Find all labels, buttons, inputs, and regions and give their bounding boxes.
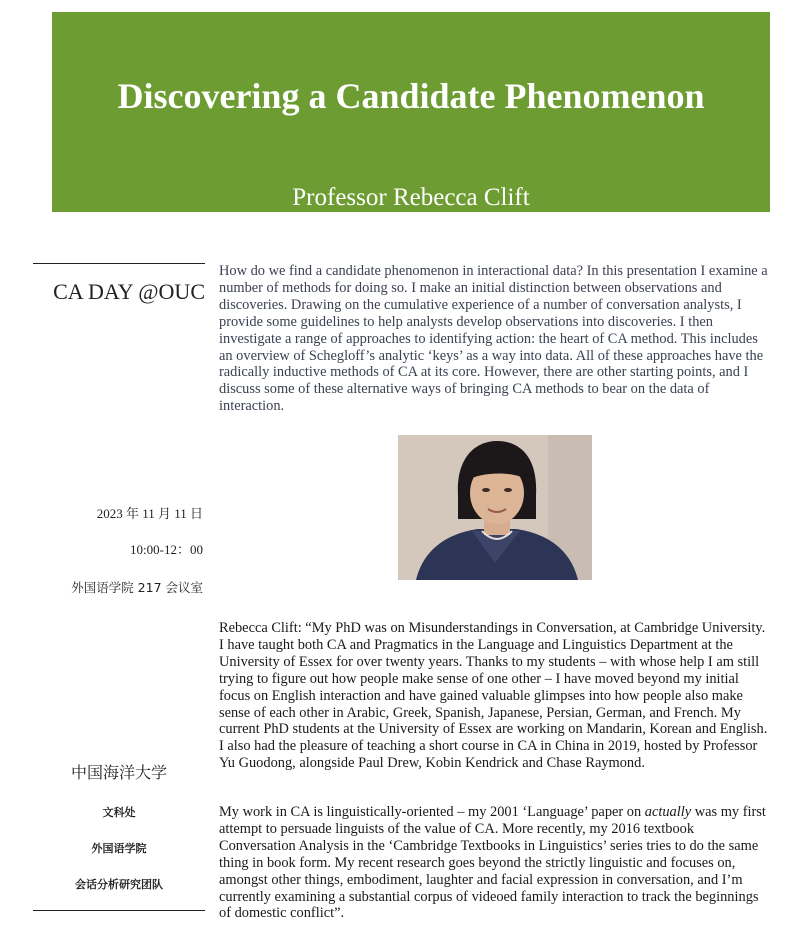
organizer-3: 会话分析研究团队 bbox=[75, 878, 163, 891]
bio-paragraph-1: Rebecca Clift: “My PhD was on Misunderstandings in Conversation, at Cambridge University. I have taught both CA and Pragmatics in the Language and Linguistics Department at the University of Essex for over twenty years. Thanks to my students – with whose help I am still trying to figure out how people make sense of one other – I have moved beyond my initial focus on English interaction and have gained valuable glimpses into how people also make sense of each other in Arabic, Greek, Spanish, Japanese, Persian, German, and French. My current PhD students at the University of Essex are working on Mandarin, Korean and English. I also had the pleasure of teaching a short course in CA in China in 2019, hosted by Professor Yu Guodong, alongside Paul Drew, Kobin Kendrick and Chase Raymond. bbox=[219, 620, 768, 772]
speaker-name: Professor Rebecca Clift bbox=[292, 184, 530, 211]
event-date: 2023 年 11 月 11 日 bbox=[96, 506, 203, 521]
organizer-2: 外国语学院 bbox=[91, 842, 147, 855]
sidebar-bottom-divider bbox=[33, 910, 205, 911]
event-venue: 外国语学院 217 会议室 bbox=[71, 580, 203, 595]
event-name: CA DAY @OUC bbox=[53, 279, 205, 304]
abstract-paragraph: How do we find a candidate phenomenon in interactional data? In this presentation I examine a number of methods for doing so. I make an initial distinction between observations and discoveries. Drawing on the cumulative experience of a number of conversation analysts, I provide some guidelines to help analysts develop observations into discoveries. I then investigate a range of approaches to identifying action: the heart of CA method. This includes an overview of Schegloff’s analytic ‘keys’ as a way into data. All of these approaches have the radically inductive methods of CA at its core. However, there are other starting points, and I discuss some of these alternative ways of bringing CA methods to bear on the data of interaction. bbox=[219, 263, 768, 415]
speaker-photo bbox=[398, 435, 592, 580]
bio-2-text-end: was my first attempt to persuade linguists of the value of CA. More recently, my 2016 textbook Conversation Analysis in the ‘Cambridge Textbooks in Linguistics’ series tries to do the same thing in book form. My recent research goes beyond the strictly linguistic and focuses on, amongst other things, embodiment, laughter and facial expression in conversation, and I’m currently examining a substantial corpus of videoed family interaction to track the beginnings of domestic conflict”. bbox=[219, 804, 766, 922]
page-title: Discovering a Candidate Phenomenon bbox=[117, 76, 705, 116]
title-banner bbox=[52, 12, 770, 212]
bio-2-text-start: My work in CA is linguistically-oriented – my 2001 ‘Language’ paper on bbox=[219, 804, 645, 820]
sidebar-top-divider bbox=[33, 263, 205, 264]
organizer-1: 文科处 bbox=[102, 806, 136, 819]
university-name: 中国海洋大学 bbox=[70, 763, 167, 782]
bio-2-italic-word: actually bbox=[644, 804, 692, 820]
bio-paragraph-2 bbox=[219, 804, 771, 922]
event-time: 10:00-12：00 bbox=[130, 542, 203, 557]
